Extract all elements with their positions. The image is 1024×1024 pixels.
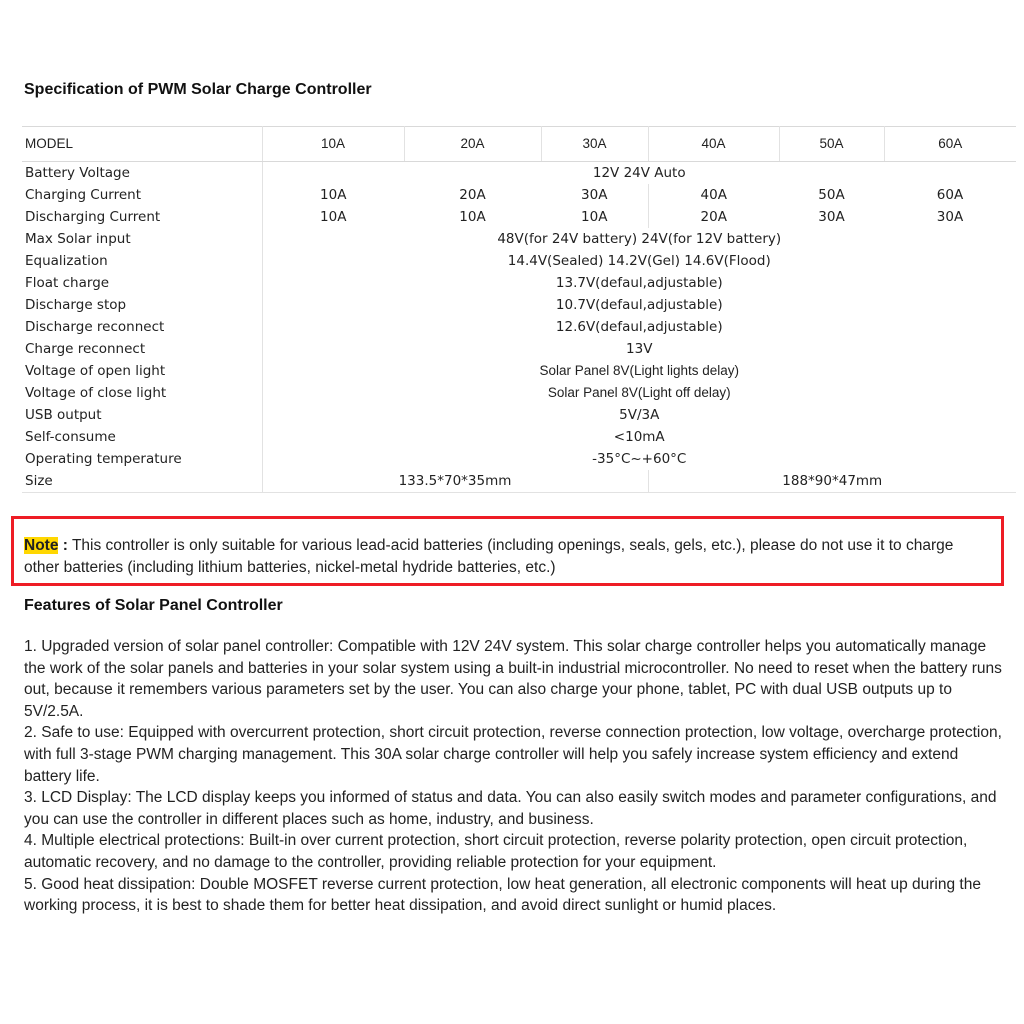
note-text (24, 535, 985, 579)
feature-item: 3. LCD Display: The LCD display keeps you informed of status and data. You can also easily switch modes and parameter configurations, and you can use the controller in different places such as home, industry, and business. (24, 789, 997, 828)
cell-value: 12V 24V Auto (592, 165, 686, 181)
spec-table (22, 126, 1016, 493)
table-row (22, 470, 1016, 493)
cell-value: 10A (320, 209, 347, 225)
cell-value: 133.5*70*35mm (262, 470, 648, 493)
cell-value: 14.4V(Sealed) 14.2V(Gel) 14.6V(Flood) (507, 253, 771, 269)
row-label: Discharge stop (22, 294, 262, 316)
model-header: MODEL (22, 127, 262, 162)
model-40a-header: 40A (648, 127, 779, 162)
model-50a-header: 50A (779, 127, 884, 162)
row-label: Float charge (22, 272, 262, 294)
table-row (22, 206, 1016, 228)
cell-value: 60A (936, 187, 964, 203)
row-label: Charging Current (22, 184, 262, 206)
row-label: Voltage of open light (22, 360, 262, 382)
row-label: Charge reconnect (22, 338, 262, 360)
table-row (22, 228, 1016, 250)
model-30a-header: 30A (541, 127, 648, 162)
cell-value: 10A (320, 187, 347, 203)
row-label: Size (22, 470, 262, 493)
table-row (22, 184, 1016, 206)
table-row (22, 250, 1016, 272)
row-label: Max Solar input (22, 228, 262, 250)
model-20a-header: 20A (404, 127, 541, 162)
cell-value: 48V(for 24V battery) 24V(for 12V battery) (497, 231, 782, 247)
row-label: Discharge reconnect (22, 316, 262, 338)
cell-value: 12.6V(defaul,adjustable) (555, 319, 723, 335)
cell-value: 20A (648, 206, 779, 228)
note-colon: : (62, 537, 68, 554)
cell-value: 10A (459, 209, 486, 225)
table-row (22, 316, 1016, 338)
cell-value: 30A (936, 209, 964, 225)
note-box (11, 516, 1004, 586)
row-label: Operating temperature (22, 448, 262, 470)
feature-item: 2. Safe to use: Equipped with overcurrent protection, short circuit protection, reverse connection protection, low voltage, overcharge protection, with full 3-stage PWM charging management. This 30A solar charge controller will help you safely increase system efficiency and extend battery life. (24, 724, 1002, 785)
cell-value: 20A (459, 187, 486, 203)
table-row (22, 272, 1016, 294)
row-label: Voltage of close light (22, 382, 262, 404)
cell-value: 5V/3A (619, 407, 660, 423)
feature-item: 1. Upgraded version of solar panel controller: Compatible with 12V 24V system. This solar charge controller helps you automatically manage the work of the solar panels and batteries in your solar system using a built-in industrial microcontroller. No need to reset when the battery runs out, because it remembers various parameters set by the user. You can also charge your phone, tablet, PC with dual USB outputs up to 5V/2.5A. (24, 638, 1002, 720)
cell-value: Solar Panel 8V(Light lights delay) (539, 363, 740, 378)
note-label: Note (24, 537, 59, 554)
cell-value: 40A (648, 184, 779, 206)
cell-value: 10A (581, 209, 608, 225)
cell-value: 10.7V(defaul,adjustable) (555, 297, 723, 313)
table-row (22, 162, 1016, 185)
model-60a-header: 60A (884, 127, 1016, 162)
row-label: USB output (22, 404, 262, 426)
cell-value: -35°C~+60°C (592, 451, 687, 467)
cell-value: 30A (818, 209, 845, 225)
note-body: This controller is only suitable for various lead-acid batteries (including openings, seals, gels, etc.), please do not use it to charge other batteries (including lithium batteries, nickel-metal hydride batteries, etc.) (24, 537, 954, 576)
cell-value: 50A (818, 187, 845, 203)
row-label: Battery Voltage (22, 162, 262, 185)
table-row (22, 382, 1016, 404)
feature-item: 4. Multiple electrical protections: Built-in over current protection, short circuit protection, reverse polarity protection, open circuit protection, automatic recovery, and no damage to the controller, providing reliable protection for your equipment. (24, 832, 968, 871)
row-label: Discharging Current (22, 206, 262, 228)
table-header-row (22, 127, 1016, 162)
row-label: Self-consume (22, 426, 262, 448)
table-row (22, 426, 1016, 448)
features-list (24, 636, 1008, 917)
cell-value: 30A (581, 187, 608, 203)
table-row (22, 294, 1016, 316)
cell-value: Solar Panel 8V(Light off delay) (547, 385, 731, 400)
cell-value: 13.7V(defaul,adjustable) (555, 275, 723, 291)
feature-item: 5. Good heat dissipation: Double MOSFET reverse current protection, low heat generation, all electronic components will heat up during the working process, it is best to shade them for better heat dissipation, and avoid direct sunlight or humid places. (24, 875, 981, 915)
row-label: Equalization (22, 250, 262, 272)
table-row (22, 360, 1016, 382)
table-row (22, 404, 1016, 426)
cell-value: <10mA (613, 429, 665, 445)
cell-value: 188*90*47mm (648, 470, 1016, 493)
spec-title: Specification of PWM Solar Charge Controller (24, 81, 372, 98)
cell-value: 13V (626, 341, 653, 357)
table-row (22, 448, 1016, 470)
table-row (22, 338, 1016, 360)
features-title: Features of Solar Panel Controller (24, 597, 283, 614)
model-10a-header: 10A (262, 127, 404, 162)
